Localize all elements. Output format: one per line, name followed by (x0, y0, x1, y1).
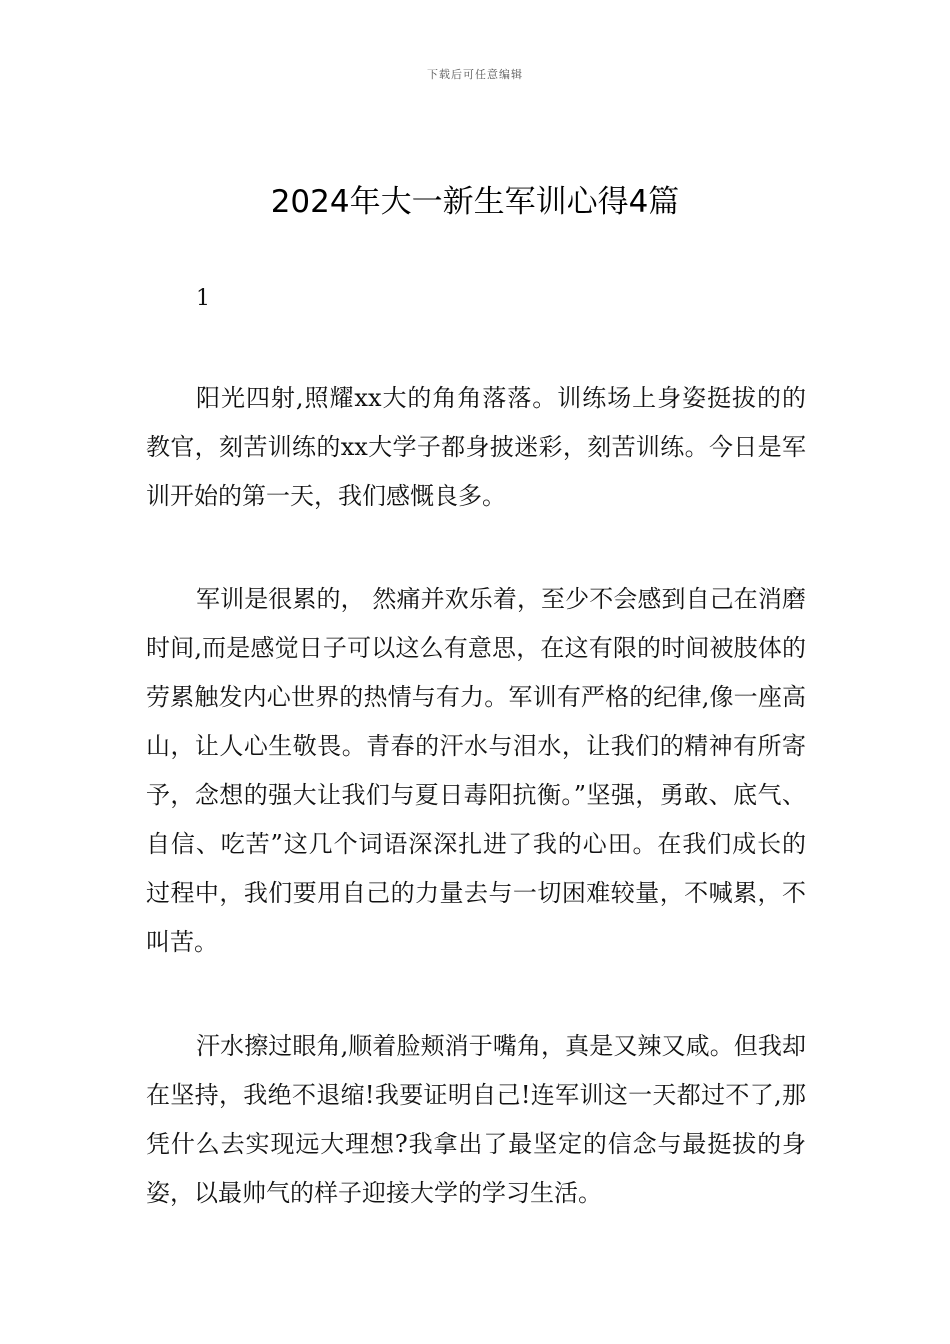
body-paragraph-2: 军训是很累的， 然痛并欢乐着，至少不会感到自己在消磨时间,而是感觉日子可以这么有意思，在这有限的时间被肢体的劳累触发内心世界的热情与有力。军训有严格的纪律,像一座高山，让人心生敬畏。青春的汗水与泪水，让我们的精神有所寄予，念想的强大让我们与夏日毒阳抗衡。”坚强，勇敢、底气、自信、吃苦”这几个词语深深扎进了我的心田。在我们成长的过程中，我们要用自己的力量去与一切困难较量，不喊累，不叫苦。 (146, 585, 806, 956)
body-paragraph-1: 阳光四射,照耀xx大的角角落落。训练场上身姿挺拔的的教官，刻苦训练的xx大学子都身披迷彩，刻苦训练。今日是军训开始的第一天，我们感慨良多。 (146, 384, 806, 510)
section-number: 1 (196, 286, 210, 311)
body-paragraph-3: 汗水擦过眼角,顺着脸颊消于嘴角，真是又辣又咸。但我却在坚持，我绝不退缩!我要证明自己!连军训这一天都过不了,那凭什么去实现远大理想?我拿出了最坚定的信念与最挺拔的身姿，以最帅气的样子迎接大学的学习生活。 (146, 1032, 806, 1207)
header-note: 下载后可任意编辑 (427, 68, 523, 81)
document-title: 2024年大一新生军训心得4篇 (270, 184, 680, 220)
